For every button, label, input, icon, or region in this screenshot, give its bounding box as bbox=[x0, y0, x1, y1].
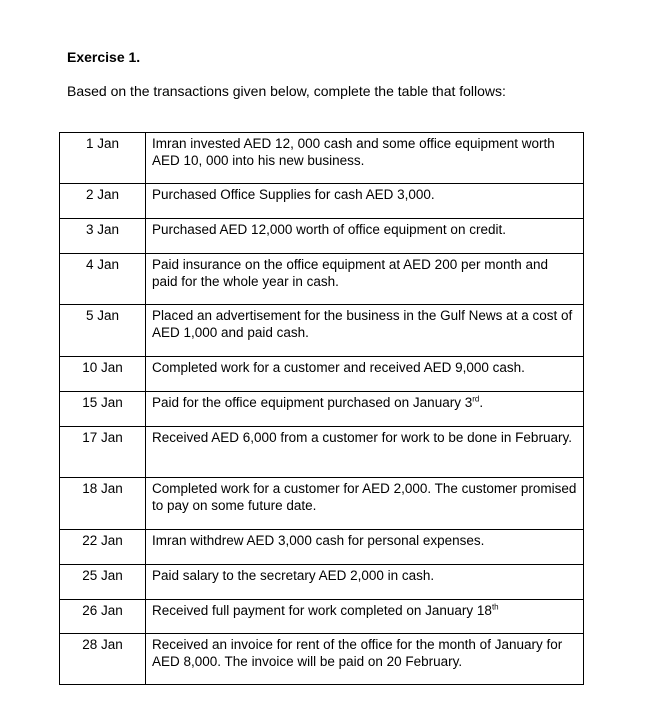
transaction-description: Paid insurance on the office equipment at AED 200 per month and paid for the whole year in cash. bbox=[146, 254, 584, 305]
transaction-date: 15 Jan bbox=[60, 392, 146, 427]
transaction-date: 1 Jan bbox=[60, 133, 146, 184]
table-row bbox=[60, 254, 584, 305]
table-row bbox=[60, 392, 584, 427]
transaction-description: Received AED 6,000 from a customer for work to be done in February. bbox=[146, 427, 584, 478]
table-row bbox=[60, 427, 584, 478]
table-row bbox=[60, 565, 584, 600]
transaction-date: 10 Jan bbox=[60, 357, 146, 392]
transaction-description: Purchased AED 12,000 worth of office equipment on credit. bbox=[146, 219, 584, 254]
transaction-description-text: Received full payment for work completed on January 18 bbox=[152, 603, 492, 618]
transaction-date: 17 Jan bbox=[60, 427, 146, 478]
transaction-description: Placed an advertisement for the business in the Gulf News at a cost of AED 1,000 and paid cash. bbox=[146, 305, 584, 357]
transaction-description: Imran invested AED 12, 000 cash and some office equipment worth AED 10, 000 into his new business. bbox=[146, 133, 584, 184]
ordinal-suffix: rd bbox=[472, 394, 480, 404]
transaction-description bbox=[146, 392, 584, 427]
transaction-description: Paid salary to the secretary AED 2,000 in cash. bbox=[146, 565, 584, 600]
transaction-date: 4 Jan bbox=[60, 254, 146, 305]
transaction-date: 26 Jan bbox=[60, 600, 146, 634]
transaction-date: 25 Jan bbox=[60, 565, 146, 600]
transaction-date: 22 Jan bbox=[60, 530, 146, 565]
ordinal-suffix: th bbox=[491, 602, 499, 612]
table-row bbox=[60, 184, 584, 219]
transaction-description: Completed work for a customer for AED 2,000. The customer promised to pay on some future date. bbox=[146, 478, 584, 530]
transaction-description: Received an invoice for rent of the office for the month of January for AED 8,000. The invoice will be paid on 20 February. bbox=[146, 634, 584, 685]
description-end: . bbox=[479, 395, 484, 410]
transaction-date: 28 Jan bbox=[60, 634, 146, 685]
transaction-description: Completed work for a customer and received AED 9,000 cash. bbox=[146, 357, 584, 392]
table-row bbox=[60, 305, 584, 357]
exercise-title: Exercise 1. bbox=[67, 49, 141, 65]
table-row bbox=[60, 600, 584, 634]
table-row bbox=[60, 530, 584, 565]
table-row bbox=[60, 478, 584, 530]
exercise-instruction: Based on the transactions given below, complete the table that follows: bbox=[67, 83, 506, 99]
transaction-description bbox=[146, 600, 584, 634]
transaction-description: Imran withdrew AED 3,000 cash for personal expenses. bbox=[146, 530, 584, 565]
table-row bbox=[60, 357, 584, 392]
table-row bbox=[60, 133, 584, 184]
table-row bbox=[60, 634, 584, 685]
transaction-date: 18 Jan bbox=[60, 478, 146, 530]
transaction-description: Purchased Office Supplies for cash AED 3,000. bbox=[146, 184, 584, 219]
transaction-date: 5 Jan bbox=[60, 305, 146, 357]
transaction-date: 2 Jan bbox=[60, 184, 146, 219]
table-row bbox=[60, 219, 584, 254]
transaction-date: 3 Jan bbox=[60, 219, 146, 254]
transactions-table bbox=[59, 132, 584, 685]
transaction-description-text: Paid for the office equipment purchased on January 3 bbox=[152, 395, 473, 410]
